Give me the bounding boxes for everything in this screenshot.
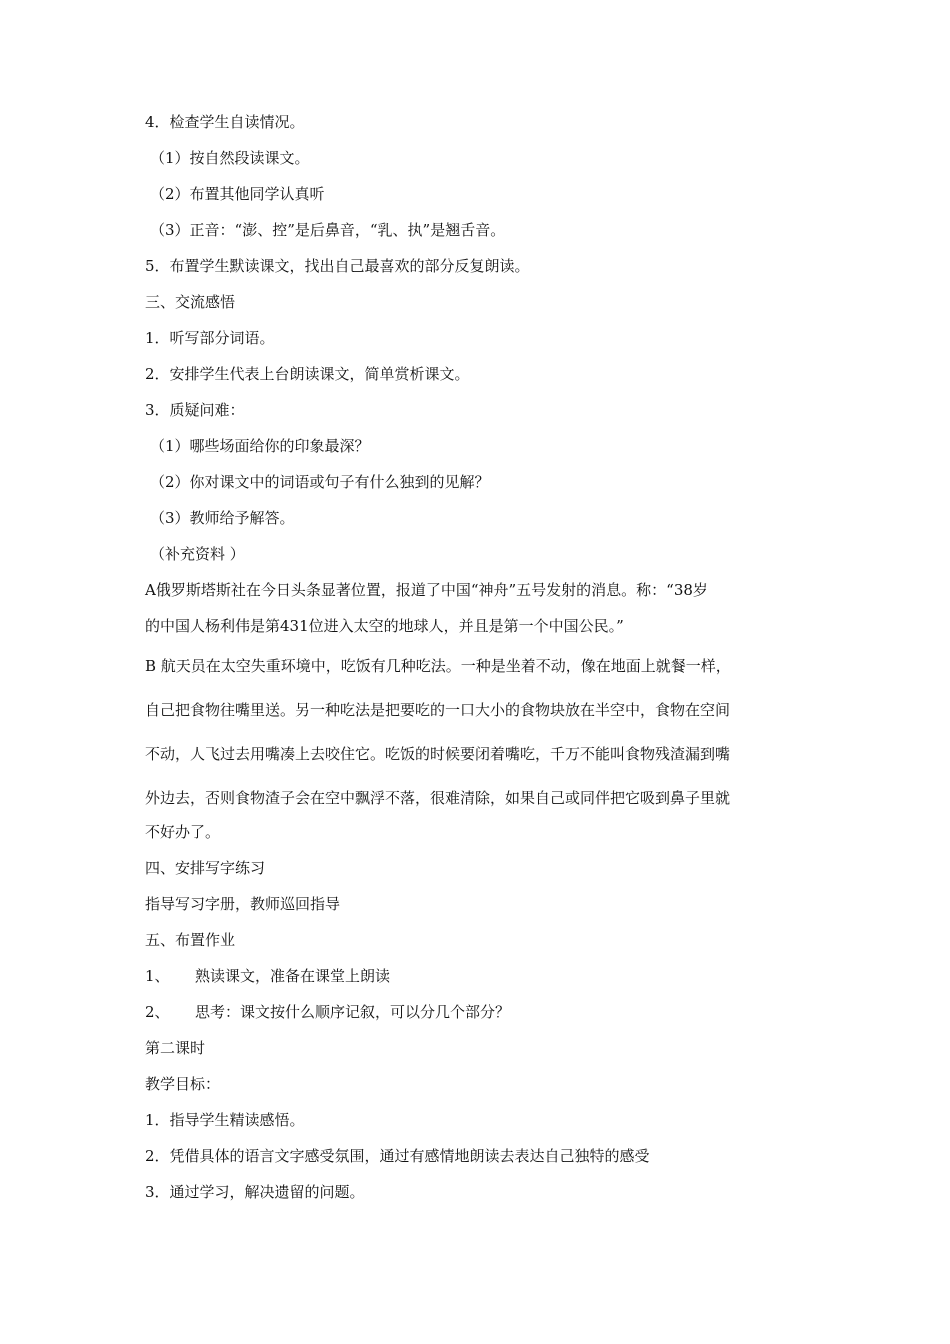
step-5: 5．布置学生默读课文，找出自己最喜欢的部分反复朗读。	[145, 257, 530, 275]
homework-text: 思考：课文按什么顺序记叙，可以分几个部分？	[195, 1003, 511, 1021]
homework-item-1	[145, 966, 390, 986]
homework-text: 熟读课文，准备在课堂上朗读	[195, 967, 391, 985]
step-1: 1．听写部分词语。	[145, 329, 275, 347]
sub-item-1: （1）按自然段读课文。	[150, 149, 310, 167]
sub-item-3: （3）正音：“澎、控”是后鼻音，“乳、执”是翘舌音。	[150, 221, 506, 239]
supplement-b-line-5: 不好办了。	[145, 823, 221, 841]
objective-2: 2．凭借具体的语言文字感受氛围，通过有感情地朗读去表达自己独特的感受	[145, 1147, 650, 1165]
supplement-a-line-2: 的中国人杨利伟是第431位进入太空的地球人，并且是第一个中国公民。”	[145, 617, 624, 635]
question-3: （3）教师给予解答。	[150, 509, 295, 527]
writing-guidance: 指导写习字册，教师巡回指导	[145, 895, 341, 913]
section-heading-4: 四、安排写字练习	[145, 859, 266, 877]
objective-1: 1．指导学生精读感悟。	[145, 1111, 305, 1129]
lesson-two-heading: 第二课时	[145, 1039, 206, 1057]
sub-item-2: （2）布置其他同学认真听	[150, 185, 325, 203]
homework-item-2	[145, 1002, 510, 1022]
supplement-b-line-1: B 航天员在太空失重环境中，吃饭有几种吃法。一种是坐着不动，像在地面上就餐一样，	[145, 657, 731, 675]
question-1: （1）哪些场面给你的印象最深？	[150, 437, 370, 455]
step-2: 2．安排学生代表上台朗读课文，简单赏析课文。	[145, 365, 470, 383]
supplement-b-line-2: 自己把食物往嘴里送。另一种吃法是把要吃的一口大小的食物块放在半空中，食物在空间	[145, 701, 731, 719]
step-3: 3．质疑问难：	[145, 401, 245, 419]
section-heading-5: 五、布置作业	[145, 931, 236, 949]
objective-3: 3．通过学习，解决遗留的问题。	[145, 1183, 365, 1201]
homework-number: 1、	[145, 967, 170, 985]
supplement-heading: （补充资料 ）	[150, 545, 245, 563]
question-2: （2）你对课文中的词语或句子有什么独到的见解？	[150, 473, 490, 491]
step-4: 4．检查学生自读情况。	[145, 113, 305, 131]
supplement-b-line-4: 外边去，否则食物渣子会在空中飘浮不落，很难清除，如果自己或同伴把它吸到鼻子里就	[145, 789, 731, 807]
objectives-heading: 教学目标：	[145, 1075, 221, 1093]
supplement-b-line-3: 不动，人飞过去用嘴凑上去咬住它。吃饭的时候要闭着嘴吃，千万不能叫食物残渣漏到嘴	[145, 745, 731, 763]
supplement-a-line-1: A俄罗斯塔斯社在今日头条显著位置，报道了中国“神舟”五号发射的消息。称：“38岁	[145, 581, 708, 599]
section-heading-3: 三、交流感悟	[145, 293, 236, 311]
homework-number: 2、	[145, 1003, 170, 1021]
